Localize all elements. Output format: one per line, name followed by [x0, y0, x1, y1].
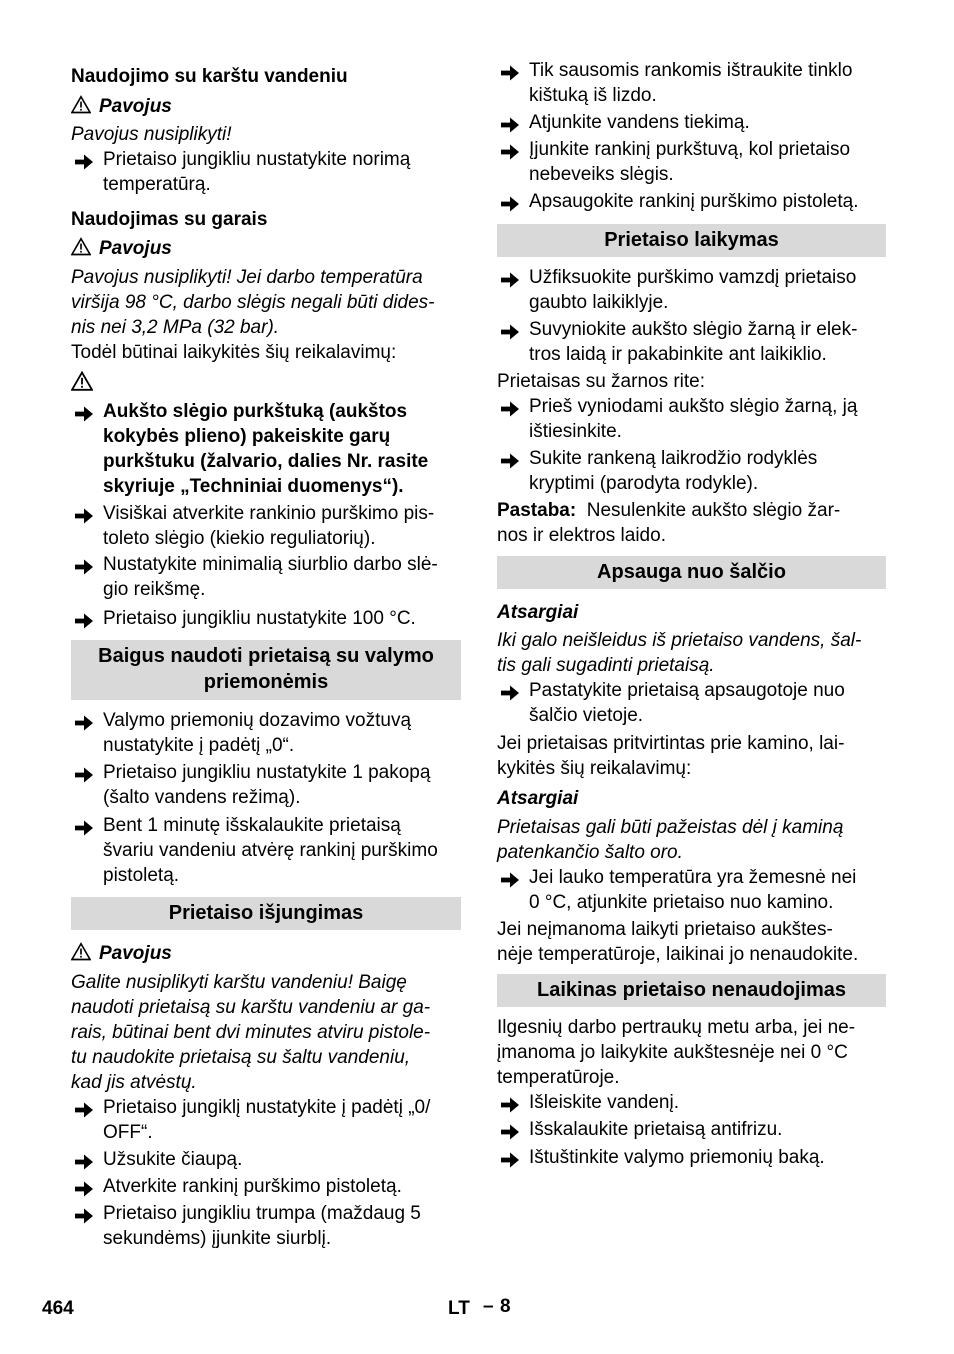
list-item: toleto slėgio (kiekio reguliatorių).	[103, 528, 376, 549]
arrow-right-icon	[500, 1150, 520, 1170]
list-item: Sukite rankeną laikrodžio rodyklės	[529, 448, 818, 469]
caution-text: Iki galo neišleidus iš prietaiso vandens, šal-	[497, 630, 862, 651]
warning-triangle-icon	[71, 942, 91, 961]
danger-text: viršija 98 °C, darbo slėgis negali būti dides-	[71, 292, 435, 313]
list-item: nustatykite į padėtį „0“.	[103, 735, 295, 756]
list-item: gio reikšmę.	[103, 579, 206, 600]
list-item: Ištuštinkite valymo priemonių baką.	[529, 1147, 825, 1168]
list-item: Prietaiso jungikliu trumpa (maždaug 5	[103, 1203, 421, 1224]
list-item: Prieš vyniodami aukšto slėgio žarną, ją	[529, 396, 858, 417]
list-item: Suvyniokite aukšto slėgio žarną ir elek-	[529, 319, 858, 340]
disuse-paragraph: įmanoma jo laikykite aukštesnėje nei 0 °C	[497, 1042, 848, 1063]
list-item: Prietaiso jungiklį nustatykite į padėtį „0/	[103, 1097, 431, 1118]
list-item: švariu vandeniu atvėrę rankinį purškimo	[103, 840, 438, 861]
list-item: Užsukite čiaupą.	[103, 1149, 243, 1170]
arrow-right-icon	[500, 63, 520, 83]
list-item: Apsaugokite rankinį purškimo pistoletą.	[529, 191, 859, 212]
list-item: kryptimi (parodyta rodykle).	[529, 473, 759, 494]
danger-note: Pavojus	[71, 95, 172, 119]
arrow-right-icon	[500, 194, 520, 214]
list-item: Tik sausomis rankomis ištraukite tinklo	[529, 60, 853, 81]
list-item: Įjunkite rankinį purkštuvą, kol prietaiso	[529, 139, 851, 160]
reel-intro-text: Prietaisas su žarnos rite:	[497, 371, 706, 392]
list-item: purkštuku (žalvario, dalies Nr. rasite	[103, 451, 429, 472]
section-header-after-cleaning: Baigus naudoti prietaisą su valymo priemonėmis	[71, 640, 461, 700]
danger-text: kad jis atvėstų.	[71, 1072, 197, 1093]
arrow-right-icon	[500, 683, 520, 703]
arrow-right-icon	[74, 765, 94, 785]
danger-note: Pavojus	[71, 942, 172, 966]
section-header-temporary-disuse: Laikinas prietaiso nenaudojimas	[497, 974, 886, 1007]
frost-paragraph: nėje temperatūroje, laikinai jo nenaudokite.	[497, 944, 859, 965]
caution-text: tis gali sugadinti prietaisą.	[497, 655, 715, 676]
list-item: tros laidą ir pakabinkite ant laikiklio.	[529, 344, 827, 365]
list-item: Išleiskite vandenį.	[529, 1092, 679, 1113]
list-item: Jei lauko temperatūra yra žemesnė nei	[529, 867, 857, 888]
danger-note: Pavojus	[71, 237, 172, 261]
danger-text: Galite nusiplikyti karštu vandeniu! Baigę	[71, 972, 407, 993]
arrow-right-icon	[74, 152, 94, 172]
list-item: Pastatykite prietaisą apsaugotoje nuo	[529, 680, 845, 701]
page-number: 464	[42, 1298, 74, 1319]
list-item: skyriuje „Techniniai duomenys“).	[103, 476, 404, 497]
arrow-right-icon	[500, 322, 520, 342]
list-item: Valymo priemonių dozavimo vožtuvą	[103, 710, 412, 731]
arrow-right-icon	[500, 1095, 520, 1115]
list-item: nebeveiks slėgis.	[529, 164, 674, 185]
arrow-right-icon	[74, 713, 94, 733]
frost-paragraph: Jei neįmanoma laikyti prietaiso aukštes-	[497, 919, 833, 940]
requirements-text: Todėl būtinai laikykitės šių reikalavimų:	[71, 342, 397, 363]
footer-section-page: 8	[500, 1296, 511, 1317]
list-item: Bent 1 minutę išskalaukite prietaisą	[103, 815, 401, 836]
danger-text: Pavojus nusiplikyti!	[71, 124, 232, 145]
danger-text: tu naudokite prietaisą su šaltu vandeniu,	[71, 1047, 411, 1068]
section-header-storage: Prietaiso laikymas	[497, 224, 886, 257]
warning-triangle-icon	[71, 95, 91, 114]
list-item: sekundėms) įjunkite siurblį.	[103, 1228, 332, 1249]
chimney-text: kykitės šių reikalavimų:	[497, 758, 692, 779]
list-item: gaubto laikiklyje.	[529, 292, 669, 313]
danger-text: rais, būtinai bent dvi minutes atviru pistole-	[71, 1022, 431, 1043]
arrow-right-icon	[74, 1179, 94, 1199]
list-item: OFF“.	[103, 1122, 153, 1143]
arrow-right-icon	[74, 1206, 94, 1226]
list-item: 0 °C, atjunkite prietaiso nuo kamino.	[529, 892, 834, 913]
danger-text: nis nei 3,2 MPa (32 bar).	[71, 317, 280, 338]
arrow-right-icon	[74, 1152, 94, 1172]
warning-triangle-icon	[71, 237, 91, 256]
arrow-right-icon	[74, 506, 94, 526]
arrow-right-icon	[500, 270, 520, 290]
caution-text: Prietaisas gali būti pažeistas dėl į kaminą	[497, 817, 844, 838]
list-item: kištuką iš lizdo.	[529, 85, 657, 106]
arrow-right-icon	[74, 557, 94, 577]
caution-label: Atsargiai	[497, 788, 579, 809]
list-item: Atverkite rankinį purškimo pistoletą.	[103, 1176, 402, 1197]
arrow-right-icon	[500, 399, 520, 419]
disuse-paragraph: temperatūroje.	[497, 1067, 620, 1088]
list-item: Prietaiso jungikliu nustatykite 100 °C.	[103, 608, 416, 629]
list-item: pistoletą.	[103, 865, 180, 886]
footer-language: LT	[448, 1298, 470, 1319]
list-item: Aukšto slėgio purkštuką (aukštos	[103, 401, 408, 422]
list-item: temperatūrą.	[103, 174, 211, 195]
chimney-text: Jei prietaisas pritvirtintas prie kamino, lai-	[497, 733, 845, 754]
list-item: Išskalaukite prietaisą antifrizu.	[529, 1119, 783, 1140]
arrow-right-icon	[74, 404, 94, 424]
list-item: ištiesinkite.	[529, 421, 622, 442]
list-item: (šalto vandens režimą).	[103, 787, 301, 808]
arrow-right-icon	[74, 1100, 94, 1120]
heading-hot-water: Naudojimo su karštu vandeniu	[71, 66, 348, 87]
list-item: Užfiksuokite purškimo vamzdį prietaiso	[529, 267, 857, 288]
note-label: Pastaba:	[497, 500, 577, 521]
list-item: Nustatykite minimalią siurblio darbo slė-	[103, 554, 438, 575]
section-header-frost: Apsauga nuo šalčio	[497, 556, 886, 589]
list-item: kokybės plieno) pakeiskite garų	[103, 426, 391, 447]
arrow-right-icon	[500, 115, 520, 135]
section-header-shutdown: Prietaiso išjungimas	[71, 897, 461, 930]
danger-text: Pavojus nusiplikyti! Jei darbo temperatūra	[71, 267, 423, 288]
list-item: šalčio vietoje.	[529, 705, 644, 726]
note-text: Pastaba: Nesulenkite aukšto slėgio žar-	[497, 500, 841, 521]
warning-triangle-icon	[71, 371, 93, 391]
danger-text: naudoti prietaisą su karštu vandeniu ar ga-	[71, 997, 431, 1018]
arrow-right-icon	[500, 142, 520, 162]
list-item: Atjunkite vandens tiekimą.	[529, 112, 750, 133]
note-text: nos ir elektros laido.	[497, 525, 666, 546]
arrow-right-icon	[500, 1122, 520, 1142]
caution-label: Atsargiai	[497, 602, 579, 623]
arrow-right-icon	[74, 611, 94, 631]
caution-text: patenkančio šalto oro.	[497, 842, 683, 863]
arrow-right-icon	[500, 451, 520, 471]
arrow-right-icon	[500, 870, 520, 890]
list-item: Prietaiso jungikliu nustatykite norimą	[103, 149, 411, 170]
heading-steam: Naudojimas su garais	[71, 209, 268, 230]
list-item: Visiškai atverkite rankinio purškimo pis-	[103, 503, 435, 524]
list-item: Prietaiso jungikliu nustatykite 1 pakopą	[103, 762, 431, 783]
footer-dash: –	[483, 1296, 494, 1317]
disuse-paragraph: Ilgesnių darbo pertraukų metu arba, jei ne-	[497, 1017, 856, 1038]
arrow-right-icon	[74, 818, 94, 838]
